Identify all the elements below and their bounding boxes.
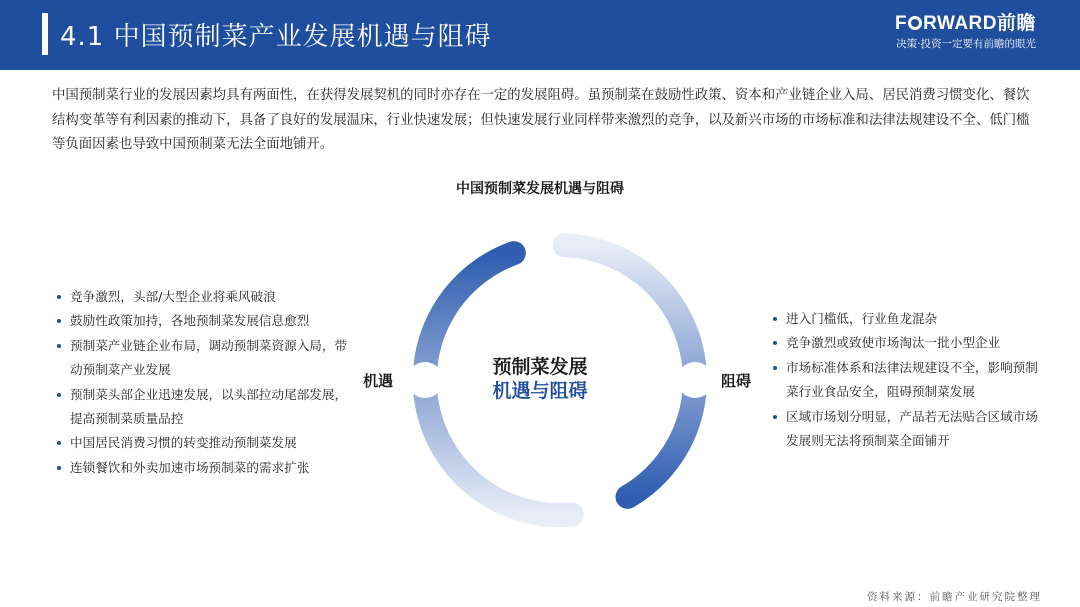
source-note: 资料来源：前瞻产业研究院整理 bbox=[867, 591, 1042, 603]
list-item: 中国居民消费习惯的转变推动预制菜发展 bbox=[54, 431, 349, 455]
logo-tagline: 决策·投资一定要有前瞻的眼光 bbox=[896, 38, 1036, 50]
ring-right-knob bbox=[677, 362, 713, 398]
list-item: 竞争激烈或致使市场淘汰一批小型企业 bbox=[770, 331, 1040, 355]
opportunity-label: 机遇 bbox=[363, 372, 394, 390]
obstacle-list bbox=[770, 307, 1040, 453]
list-item: 市场标准体系和法律法规建设不全，影响预制菜行业食品安全，阻碍预制菜发展 bbox=[770, 356, 1040, 405]
list-item: 鼓励性政策加持，各地预制菜发展信息愈烈 bbox=[54, 309, 349, 333]
center-title-line1: 预制菜发展 bbox=[492, 356, 588, 378]
list-item: 连锁餐饮和外卖加速市场预制菜的需求扩张 bbox=[54, 456, 349, 480]
center-title-line2: 机遇与阻碍 bbox=[492, 380, 588, 402]
page-title: 4.1 中国预制菜产业发展机遇与阻碍 bbox=[60, 22, 492, 52]
opportunity-list bbox=[54, 285, 349, 480]
diagram-title: 中国预制菜发展机遇与阻碍 bbox=[456, 181, 624, 197]
list-item: 进入门槛低，行业鱼龙混杂 bbox=[770, 307, 1040, 331]
obstacle-label: 阻碍 bbox=[721, 372, 752, 390]
list-item: 竞争激烈，头部/大型企业将乘风破浪 bbox=[54, 285, 349, 309]
ring-center-title bbox=[460, 355, 620, 403]
list-item: 预制菜头部企业迅速发展，以头部拉动尾部发展，提高预制菜质量品控 bbox=[54, 383, 349, 432]
intro-paragraph: 中国预制菜行业的发展因素均具有两面性，在获得发展契机的同时亦存在一定的发展阻碍。虽预制菜在鼓励性政策、资本和产业链企业入局、居民消费习惯变化、餐饮结构变革等有利因素的推动下，具备了良好的发展温床，行业快速发展；但快速发展行业同样带来激烈的竞争，以及新兴市场的市场标准和法律法规建设不全、低门槛等负面因素也导致中国预制菜无法全面地铺开。 bbox=[52, 88, 1030, 152]
logo-wordmark: F RWARD前瞻 bbox=[894, 13, 1036, 34]
list-item: 区域市场划分明显，产品若无法贴合区域市场发展则无法将预制菜全面铺开 bbox=[770, 405, 1040, 454]
list-item: 预制菜产业链企业布局，调动预制菜资源入局，带动预制菜产业发展 bbox=[54, 334, 349, 383]
ring-left-knob bbox=[407, 362, 443, 398]
